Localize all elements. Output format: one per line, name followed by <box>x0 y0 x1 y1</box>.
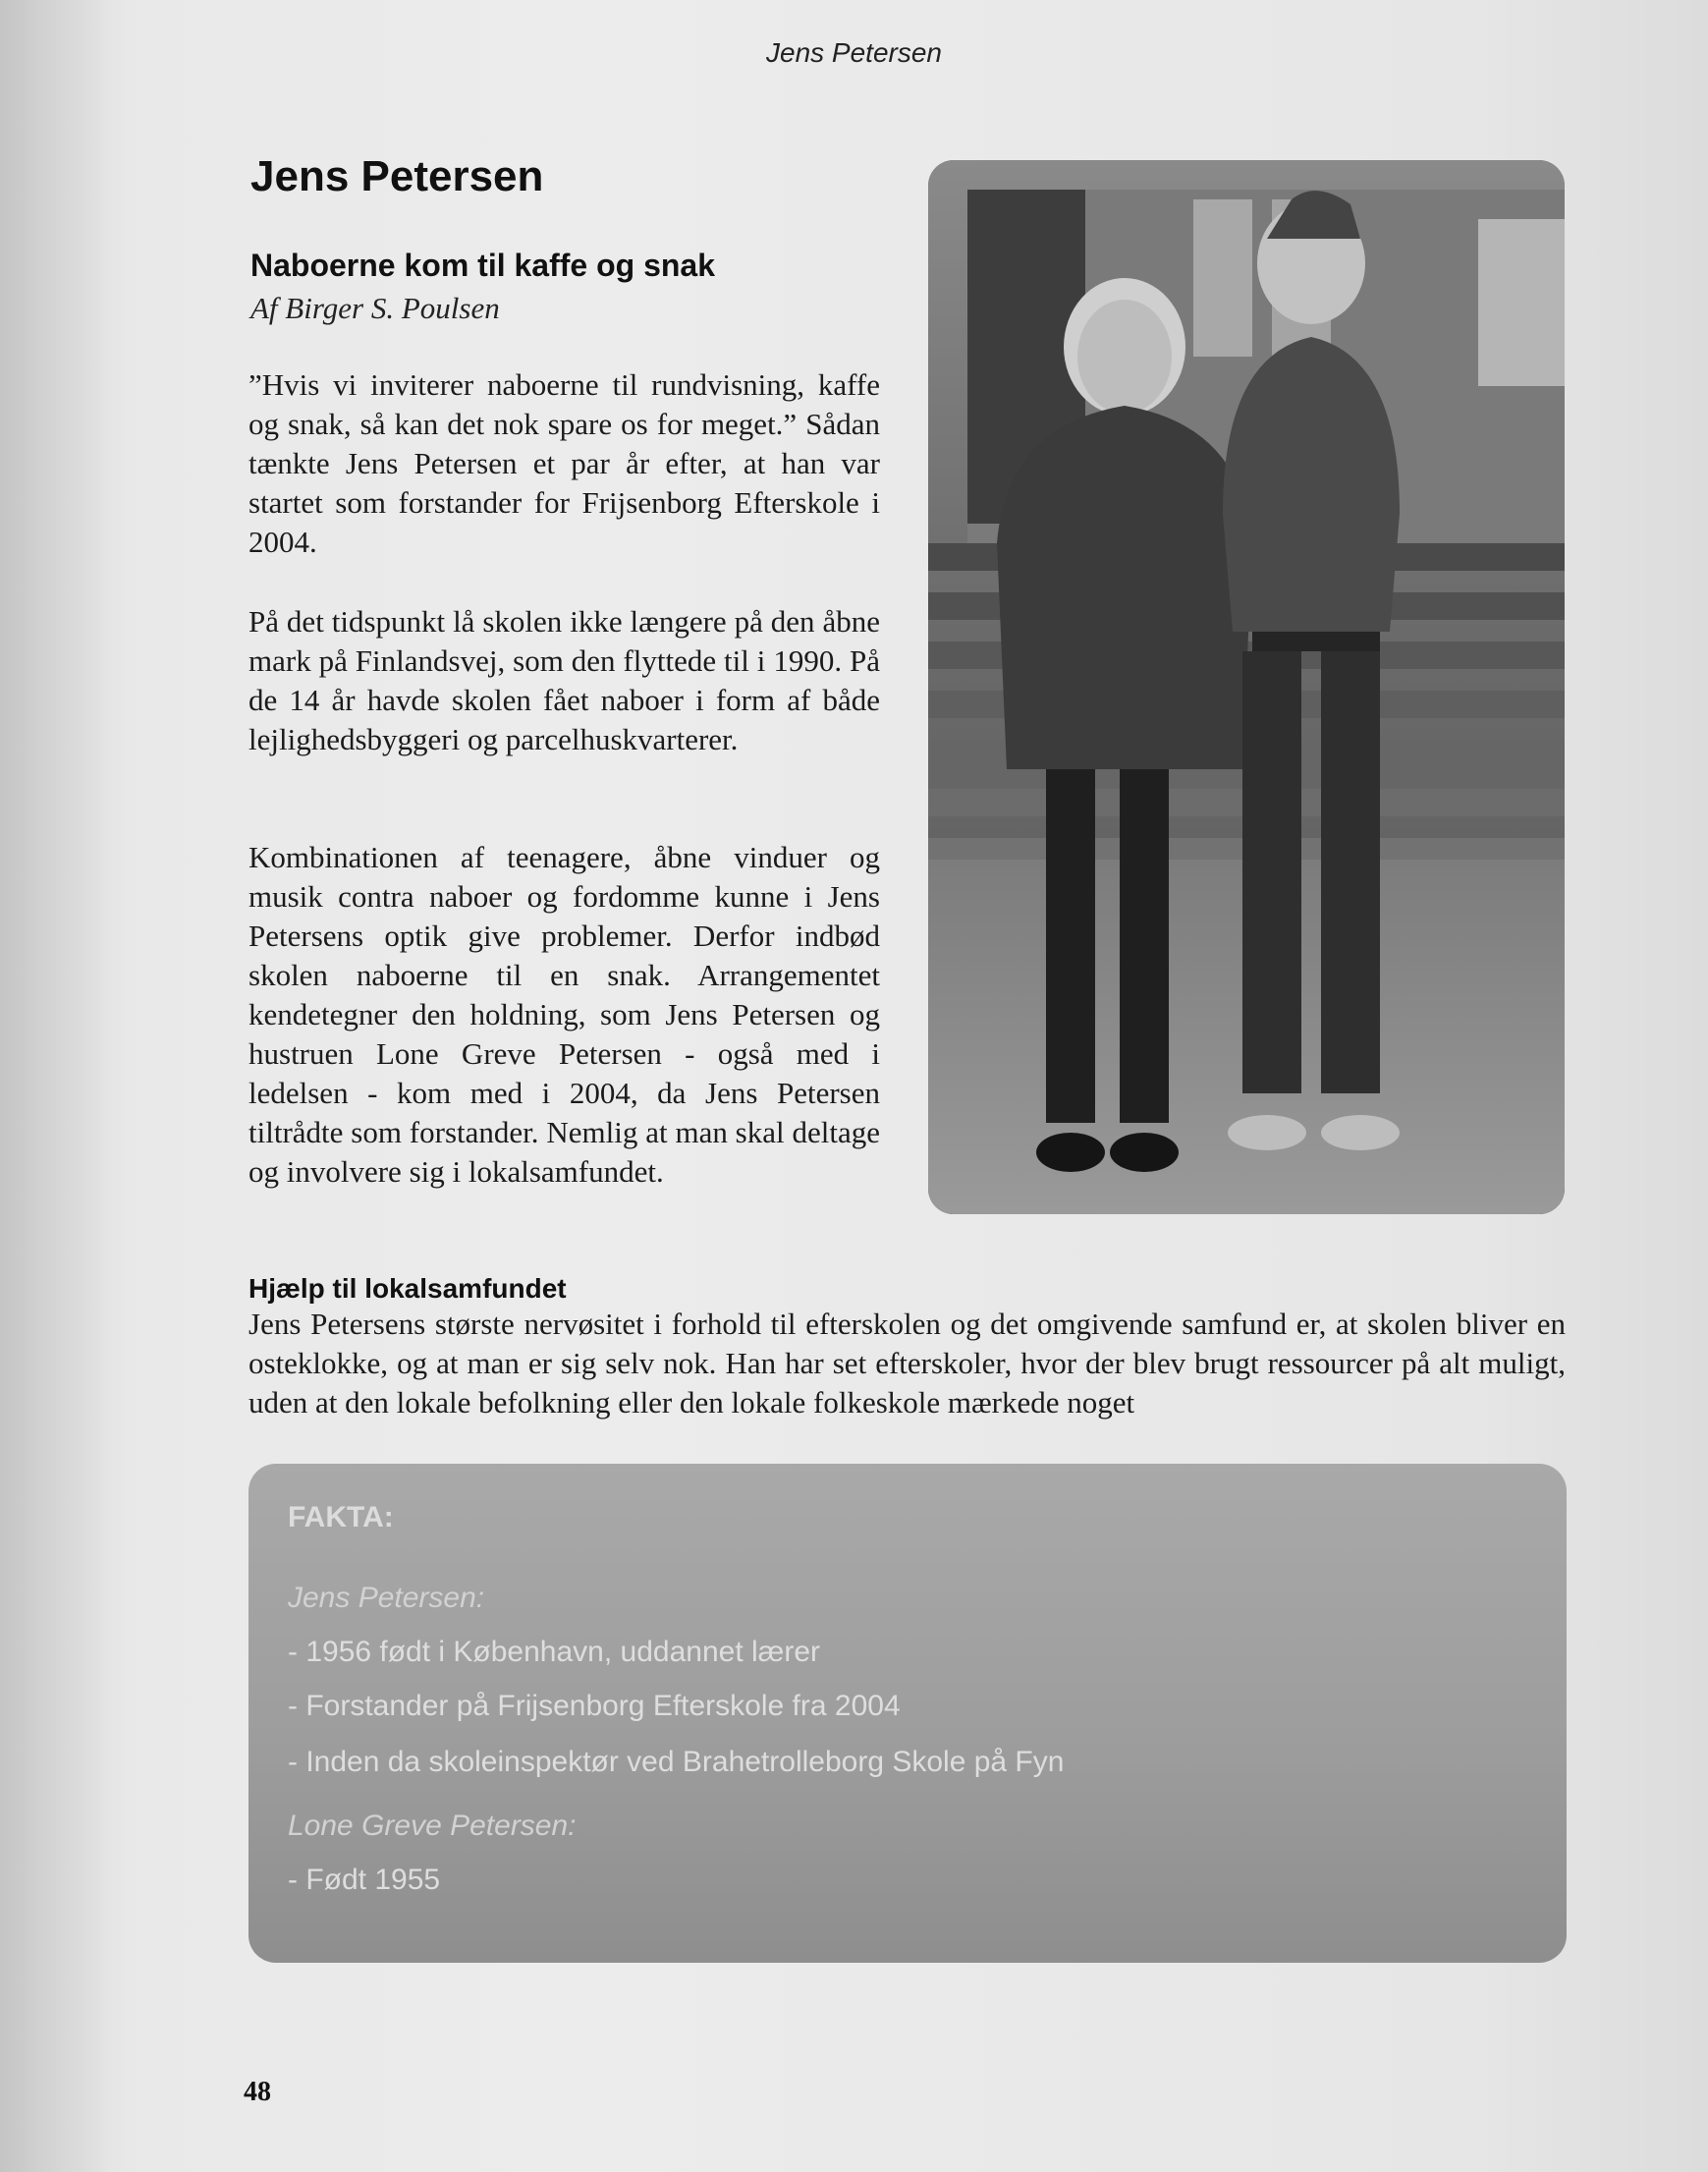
fakta-heading: FAKTA: <box>288 1501 394 1533</box>
fakta-box <box>248 1464 1567 1963</box>
article-title: Jens Petersen <box>250 152 544 200</box>
article-subtitle: Naboerne kom til kaffe og snak <box>250 248 716 283</box>
article-byline: Af Birger S. Poulsen <box>250 291 500 325</box>
page-number: 48 <box>244 2077 271 2107</box>
fakta-person-1: Jens Petersen: <box>288 1582 485 1614</box>
paragraph-3: Kombinationen af teenagere, åbne vinduer og musik contra naboer og fordomme kunne i Jens Petersens optik give problemer. Derfor indbød skolen naboerne til en snak. Arrangementet kendetegner den holdning, som Jens Petersen og hustruen Lone Greve Petersen - også med i ledelsen - kom med i 2004, da Jens Petersen tiltrådte som forstander. Nemlig at man skal deltage og involvere sig i lokalsamfundet. <box>248 840 880 1189</box>
fakta-line: - Inden da skoleinspektør ved Brahetrolleborg Skole på Fyn <box>288 1746 1065 1778</box>
paragraph-1: ”Hvis vi inviterer naboerne til rundvisning, kaffe og snak, så kan det nok spare os for meget.” Sådan tænkte Jens Petersen et par år efter, at han var startet som forstander for Frijsenborg Efterskole i 2004. <box>248 367 880 559</box>
photo-illustration <box>928 160 1565 1214</box>
fakta-person-2: Lone Greve Petersen: <box>288 1810 577 1842</box>
running-head: Jens Petersen <box>766 37 942 68</box>
fakta-line: - Født 1955 <box>288 1864 441 1896</box>
section-heading: Hjælp til lokalsamfundet <box>248 1273 567 1304</box>
paragraph-2: På det tidspunkt lå skolen ikke længere på den åbne mark på Finlandsvej, som den flyttede til i 1990. På de 14 år havde skolen fået naboer i form af både lejlighedsbyggeri og parcelhuskvarterer. <box>248 604 880 756</box>
fakta-line: - 1956 født i København, uddannet lærer <box>288 1636 820 1668</box>
fakta-line: - Forstander på Frijsenborg Efterskole fra 2004 <box>288 1690 901 1722</box>
page-gutter-shadow <box>0 0 108 2172</box>
section-paragraph: Jens Petersens største nervøsitet i forhold til efterskolen og det omgivende samfund er, at skolen bliver en osteklokke, og at man er sig selv nok. Han har set efterskoler, hvor der blev brugt ressourcer på alt muligt, uden at den lokale befolkning eller den lokale folkeskole mærkede noget <box>248 1307 1566 1420</box>
couple-photo <box>928 160 1565 1214</box>
